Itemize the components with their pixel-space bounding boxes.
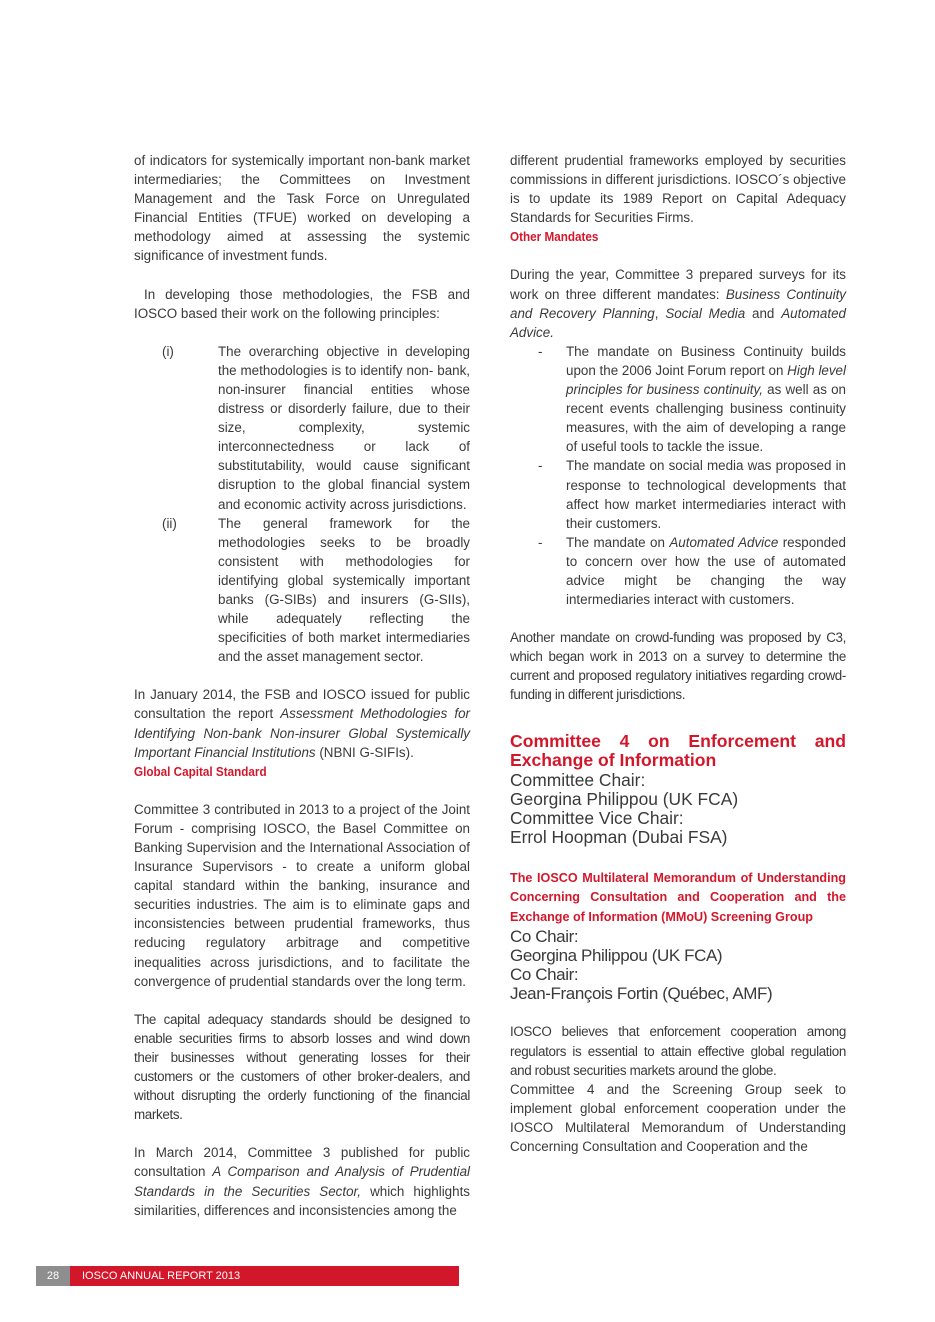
mandate-item-social-media	[510, 456, 846, 532]
right-paragraph-2	[510, 265, 846, 341]
report-title: Assessment Methodologies for Identifying Non-bank Non-insurer Global Systemically Important Financial Institutions	[134, 706, 470, 760]
principle-text: The general framework for the methodologies seeks to be broadly consistent with methodologies for identifying global systemically important banks (G-SIBs) and insurers (G-SIIs), while adequately reflecting the specificities of both market intermediaries and the asset management sector.	[218, 515, 470, 665]
dash-bullet: -	[538, 458, 543, 474]
right-column	[510, 151, 846, 1156]
text-span: In March 2014, Committee 3 published for public consultation	[134, 1145, 470, 1180]
text-span: responded to concern over how the use of automated advice might be changing the way intermediaries interact with customers.	[566, 534, 846, 608]
text-span: The mandate on social media was proposed in response to technological developments that affect how market intermediaries interact with their customers.	[566, 458, 846, 531]
footer-title: IOSCO ANNUAL REPORT 2013	[82, 1270, 241, 1282]
text-span: (NBNI G-SIFIs).	[315, 744, 414, 760]
dash-bullet: -	[538, 343, 543, 359]
text-span: ,	[654, 305, 666, 321]
mandate-name: Automated Advice	[669, 534, 779, 550]
mandate-item-business-continuity	[510, 342, 846, 457]
committee-chair-name: Georgina Philippou (UK FCA)	[510, 788, 739, 809]
text-span: which highlights similarities, differences and inconsistencies among the	[134, 1183, 470, 1218]
co-chair-label-2: Co Chair:	[510, 965, 579, 985]
principle-item-2	[134, 514, 470, 667]
committee-chair-label: Committee Chair:	[510, 769, 646, 790]
report-title: A Comparison and Analysis of Prudential Standards in the Securities Sector,	[134, 1164, 471, 1199]
text-span: In January 2014, the FSB and IOSCO issued for public consultation the report	[134, 687, 470, 722]
right-paragraph-1: different prudential frameworks employed by securities commissions in different jurisdictions. IOSCO´s objective is to update its 1989 Report on Capital Adequacy Standards for Securities Firms.	[510, 153, 846, 226]
left-column	[134, 151, 470, 1220]
text-span: During the year, Committee 3 prepared surveys for its work on three different mandates:	[510, 267, 846, 302]
principles-list	[134, 342, 470, 667]
left-paragraph-4: Committee 3 contributed in 2013 to a project of the Joint Forum - comprising IOSCO, the Basel Committee on Banking Supervision and the International Association of Insurance Supervisors - to create a uniform global capital standard within the banking, insurance and securities industries. The aim is to eliminate gaps and inconsistencies between prudential frameworks, thus reducing regulatory arbitrage and competitive inequalities across jurisdictions, and to facilitate the convergence of prudential standards over the long term.	[134, 801, 470, 989]
right-paragraph-4: IOSCO believes that enforcement cooperation among regulators is essential to attain effective global regulation and robust securities markets around the globe.	[510, 1024, 846, 1078]
principle-number: (i)	[162, 343, 174, 359]
heading-other-mandates: Other Mandates	[510, 229, 599, 245]
text-span: The mandate on	[566, 534, 670, 550]
mandate-name: Social Media	[665, 305, 746, 321]
committee-vice-chair-name: Errol Hoopman (Dubai FSA)	[510, 827, 728, 848]
co-chair-name-2: Jean-François Fortin (Québec, AMF)	[510, 984, 773, 1004]
text-span: as well as on recent events challenging business continuity measures, with the aim of developing a range of useful tools to tackle the issue.	[566, 382, 846, 455]
left-paragraph-3	[134, 685, 470, 761]
heading-committee-4: Committee 4 on Enforcement and Exchange of Information	[510, 730, 846, 771]
page-number: 28	[36, 1266, 70, 1286]
principle-text: The overarching objective in developing the methodologies is to identify non- bank, non-insurer financial entities whose distress or disorderly failure, due to their size, complexity, systemic interconnectedness or lack of substitutability, would cause significant disruption to the global financial system and economic activity across jurisdictions.	[218, 343, 470, 512]
left-paragraph-1: of indicators for systemically important non-bank market intermediaries; the Committees on Investment Management and the Task Force on Unregulated Financial Entities (TFUE) worked on developing a methodology aimed at assessing the systemic significance of investment funds.	[134, 153, 470, 264]
text-span: The mandate on Business Continuity builds upon the 2006 Joint Forum report on	[566, 343, 846, 378]
committee-vice-chair-label: Committee Vice Chair:	[510, 807, 684, 828]
mandate-item-automated-advice	[510, 533, 846, 609]
dash-bullet: -	[538, 534, 543, 550]
left-paragraph-6	[134, 1143, 470, 1219]
mandate-name: Automated Advice.	[510, 305, 846, 340]
co-chair-label-1: Co Chair:	[510, 926, 579, 946]
right-paragraph-5: Committee 4 and the Screening Group seek to implement global enforcement cooperation under the IOSCO Multilateral Memorandum of Understanding Concerning Consultation and Cooperation and the	[510, 1081, 846, 1154]
heading-mmou-screening-group: The IOSCO Multilateral Memorandum of Understanding Concerning Consultation and Cooperation and the Exchange of Information (MMoU) Screening Group	[510, 871, 846, 924]
left-paragraph-2: In developing those methodologies, the FSB and IOSCO based their work on the following principles:	[134, 286, 470, 321]
left-paragraph-5: The capital adequacy standards should be designed to enable securities firms to absorb losses and wind down their businesses without generating losses for their customers or the customers of other broker-dealers, and without disrupting the orderly functioning of the financial markets.	[134, 1011, 470, 1123]
report-title: High level principles for business continuity,	[566, 362, 846, 398]
principle-number: (ii)	[162, 515, 177, 531]
heading-global-capital-standard: Global Capital Standard	[134, 763, 267, 779]
principle-item-1	[134, 342, 470, 514]
text-span: and	[745, 305, 782, 321]
mandate-name: Business Continuity and Recovery Planning	[510, 286, 846, 321]
footer-bar	[36, 1266, 459, 1286]
right-paragraph-3: Another mandate on crowd-funding was proposed by C3, which began work in 2013 on a survey to determine the current and proposed regulatory initiatives regarding crowd-funding in different jurisdictions.	[510, 630, 846, 703]
co-chair-name-1: Georgina Philippou (UK FCA)	[510, 945, 723, 965]
